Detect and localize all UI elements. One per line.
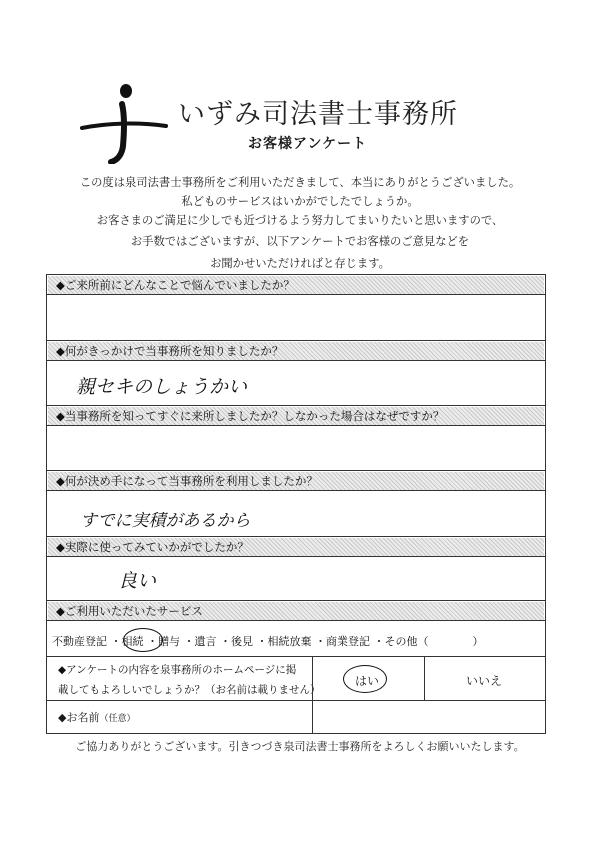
question-2-label: ◆何がきっかけで当事務所を知りましたか？ [48,342,544,360]
question-5-label: ◆実際に使ってみていかがでしたか？ [48,538,544,556]
question-5-answer[interactable]: 良い [118,570,157,592]
intro-line-2: 私どものサービスはいかがでしたでしょうか。 [181,195,419,208]
intro-line-1: この度は泉司法書士事務所をご利用いただきまして、本当にありがとうございました。 [79,176,521,189]
question-1-label: ◆ご来所前にどんなことで悩んでいましたか？ [48,276,544,294]
publish-yes-selected-mark [343,665,387,693]
firm-logo-icon [78,82,168,164]
firm-name: いずみ司法書士事務所 [178,99,458,130]
publish-question-line-1: ◆アンケートの内容を泉事務所のホームページに掲 [58,664,297,676]
intro-line-3: お客さまのご満足に少しでも近づけるよう努力してまいりたいと思いますので、 [96,214,504,227]
question-4-label: ◆何が決め手になって当事務所を利用しましたか？ [48,472,544,490]
footer-message: ご協力ありがとうございます。引きつづき泉司法書士事務所をよろしくお願いいたします。 [75,740,525,753]
question-2-answer[interactable]: 親セキのしょうかい [76,376,248,398]
services-options[interactable]: 不動産登記 ・相続 ・贈与 ・遺言 ・後見 ・相続放棄 ・商業登記 ・その他（ ） [52,635,484,648]
question-1-answer[interactable] [60,298,540,338]
publish-yes-option[interactable]: はい [355,674,380,688]
publish-no-option[interactable]: いいえ [466,674,503,688]
question-3-answer[interactable] [60,428,540,468]
publish-question-line-2: 載してもよろしいでしょうか？（お名前は載りません） [58,684,321,696]
intro-line-4: お手数ではございますが、以下アンケートでお客様のご意見などを [130,235,470,248]
question-3-label: ◆当事務所を知ってすぐに来所しましたか？しなかった場合はなぜですか？ [48,407,544,425]
name-input[interactable] [316,704,542,730]
question-4-answer[interactable]: すでに実積があるから [80,511,251,531]
services-label: ◆ご利用いただいたサービス [48,602,544,620]
services-selected-mark [123,628,163,652]
survey-title: お客様アンケート [248,136,368,152]
intro-line-5: お聞かせいただければと存じます。 [210,257,390,270]
name-label: ◆お名前（任意） [58,711,136,724]
